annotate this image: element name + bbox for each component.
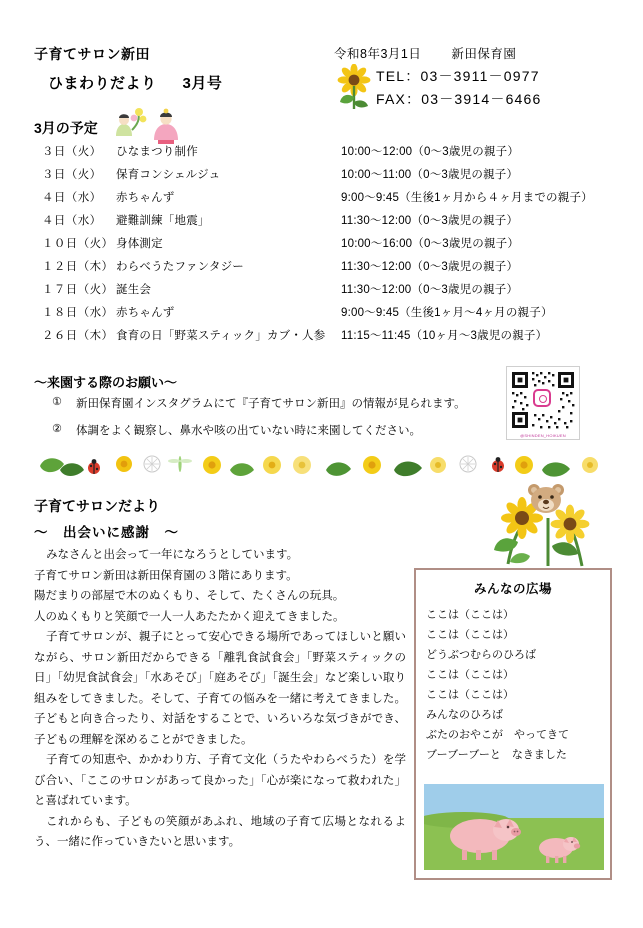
schedule-event: 食育の日「野菜スティック」カブ・人参 [116, 330, 326, 342]
schedule-event: 身体測定 [116, 238, 163, 250]
panel-song-lines [416, 605, 610, 765]
schedule-event: ひなまつり制作 [116, 146, 198, 158]
phone-number: TEL：03－3911－0977 [376, 68, 540, 84]
schedule-time: 10:00～16:00（0～3歳児の親子） [341, 238, 520, 250]
fax-number: FAX：03－3914－6466 [376, 91, 542, 107]
article-paragraph: 子育てサロンが、親子にとって安心できる場所であってほしいと願いながら、サロン新田だからできる「離乳食試食会」「野菜スティックの日」「幼児食試食会」「水あそび」「庭あそび」「誕生会」など楽しい取り組みをしてきました。そして、子育ての悩みを一緒に考えてきました。子どもと向き合ったり、対話をすることで、いろいろな気づきができ、子どもの理解を深めることができました。 [34, 631, 406, 746]
schedule-row [34, 301, 614, 324]
schedule-event: 保育コンシェルジュ [116, 169, 221, 181]
panel-line: ぶたのおやこが やってきて [426, 729, 569, 741]
schedule-date: ３日（火） [42, 169, 102, 181]
request-text: 体調をよく観察し、鼻水や咳の出ていない時に来園してください。 [76, 425, 421, 437]
bear-with-sunflowers-decoration [478, 472, 608, 567]
schedule-event: 赤ちゃんず [116, 192, 175, 204]
schedule-time: 10:00～12:00（0～3歳児の親子） [341, 146, 520, 158]
schedule-time: 11:30～12:00（0～3歳児の親子） [341, 215, 519, 227]
schedule-time: 11:30～12:00（0～3歳児の親子） [341, 284, 519, 296]
schedule-time: 11:15～11:45（10ヶ月～3歳児の親子） [341, 330, 548, 342]
schedule-list [34, 140, 614, 347]
article-paragraph: 子育てサロン新田は新田保育園の３階にあります。 [34, 569, 298, 582]
instagram-icon [533, 389, 551, 407]
schedule-date: １２日（木） [42, 261, 114, 273]
issue-label: 3月号 [182, 75, 223, 92]
pig-family-illustration [424, 784, 604, 870]
schedule-event: 赤ちゃんず [116, 307, 175, 319]
article-subtitle: ～ 出会いに感謝 ～ [34, 525, 179, 540]
article-paragraph: これからも、子どもの笑顔があふれ、地域の子育て広場となれるよう、一緒に作っていきたいと思います。 [34, 815, 406, 848]
schedule-time: 9:00～9:45（生後1ヶ月から４ヶ月までの親子） [341, 192, 593, 204]
schedule-date: ２６日（木） [42, 330, 114, 342]
schedule-date: １８日（水） [42, 307, 114, 319]
article-paragraph: 陽だまりの部屋で木のぬくもり、そして、たくさんの玩具。 [34, 590, 345, 602]
article-paragraph: 子育ての知恵や、かかわり方、子育て文化（うたやわらべうた）を学び合い、「ここのサロンがあって良かった」「心が楽になって救われた」と喜ばれています。 [34, 754, 406, 807]
schedule-time: 11:30～12:00（0～3歳児の親子） [341, 261, 519, 273]
schedule-event: わらべうたファンタジー [116, 261, 245, 273]
panel-line: ブーブーブーと なきました [426, 749, 567, 761]
sunflower-icon [334, 64, 374, 110]
panel-line: ここは（ここは） [426, 629, 514, 641]
instagram-qr-code[interactable] [506, 366, 580, 440]
article-body [34, 545, 406, 853]
org-title: 子育てサロン新田 [34, 46, 150, 62]
schedule-date: ４日（水） [42, 215, 102, 227]
newsletter-title-row [48, 72, 324, 93]
header-date-row [334, 44, 624, 62]
panel-line: どうぶつむらのひろば [426, 649, 536, 661]
requests-title: ～来園する際のお願い～ [34, 375, 178, 390]
pig-family-photo [424, 784, 604, 870]
schedule-row [34, 140, 614, 163]
request-text: 新田保育園インスタグラムにて『子育てサロン新田』の情報が見られます。 [76, 398, 466, 410]
school-name: 新田保育園 [451, 47, 517, 61]
schedule-row [34, 163, 614, 186]
request-item [34, 419, 504, 446]
schedule-row [34, 209, 614, 232]
article-paragraph: みなさんと出会って一年になろうとしています。 [46, 549, 299, 561]
request-number: ① [52, 396, 62, 408]
panel-line: みんなのひろば [426, 709, 503, 721]
schedule-event: 避難訓練「地震」 [116, 215, 210, 227]
schedule-row [34, 186, 614, 209]
panel-line: ここは（ここは） [426, 689, 514, 701]
request-item [34, 392, 504, 419]
schedule-date: ３日（火） [42, 146, 102, 158]
schedule-date: ４日（水） [42, 192, 102, 204]
header-right [334, 44, 624, 107]
schedule-date: １０日（火） [42, 238, 114, 250]
instagram-handle: @SHINDEN_HOIKUEN [520, 433, 566, 438]
panel-line: ここは（ここは） [426, 609, 514, 621]
issue-date: 令和8年3月1日 [334, 47, 422, 61]
panel-line: ここは（ここは） [426, 669, 514, 681]
schedule-row [34, 324, 614, 347]
schedule-date: １７日（火） [42, 284, 114, 296]
article-paragraph: 人のぬくもりと笑顔で一人一人あたたかく迎えてきました。 [34, 610, 345, 623]
schedule-event: 誕生会 [116, 284, 152, 296]
header-left [34, 44, 324, 93]
newsletter-title: ひまわりだより [48, 75, 157, 92]
panel-title: みんなの広場 [473, 582, 552, 596]
article-title: 子育てサロンだより [34, 498, 160, 514]
minna-no-hiroba-panel [414, 568, 612, 880]
schedule-time: 9:00～9:45（生後1ヶ月～4ヶ月の親子） [341, 307, 553, 319]
schedule-row [34, 232, 614, 255]
schedule-row [34, 255, 614, 278]
requests-list [34, 392, 504, 446]
schedule-time: 10:00～11:00（0～3歳児の親子） [341, 169, 519, 181]
schedule-title: 3月の予定 [34, 120, 98, 136]
schedule-row [34, 278, 614, 301]
request-number: ② [52, 423, 62, 435]
